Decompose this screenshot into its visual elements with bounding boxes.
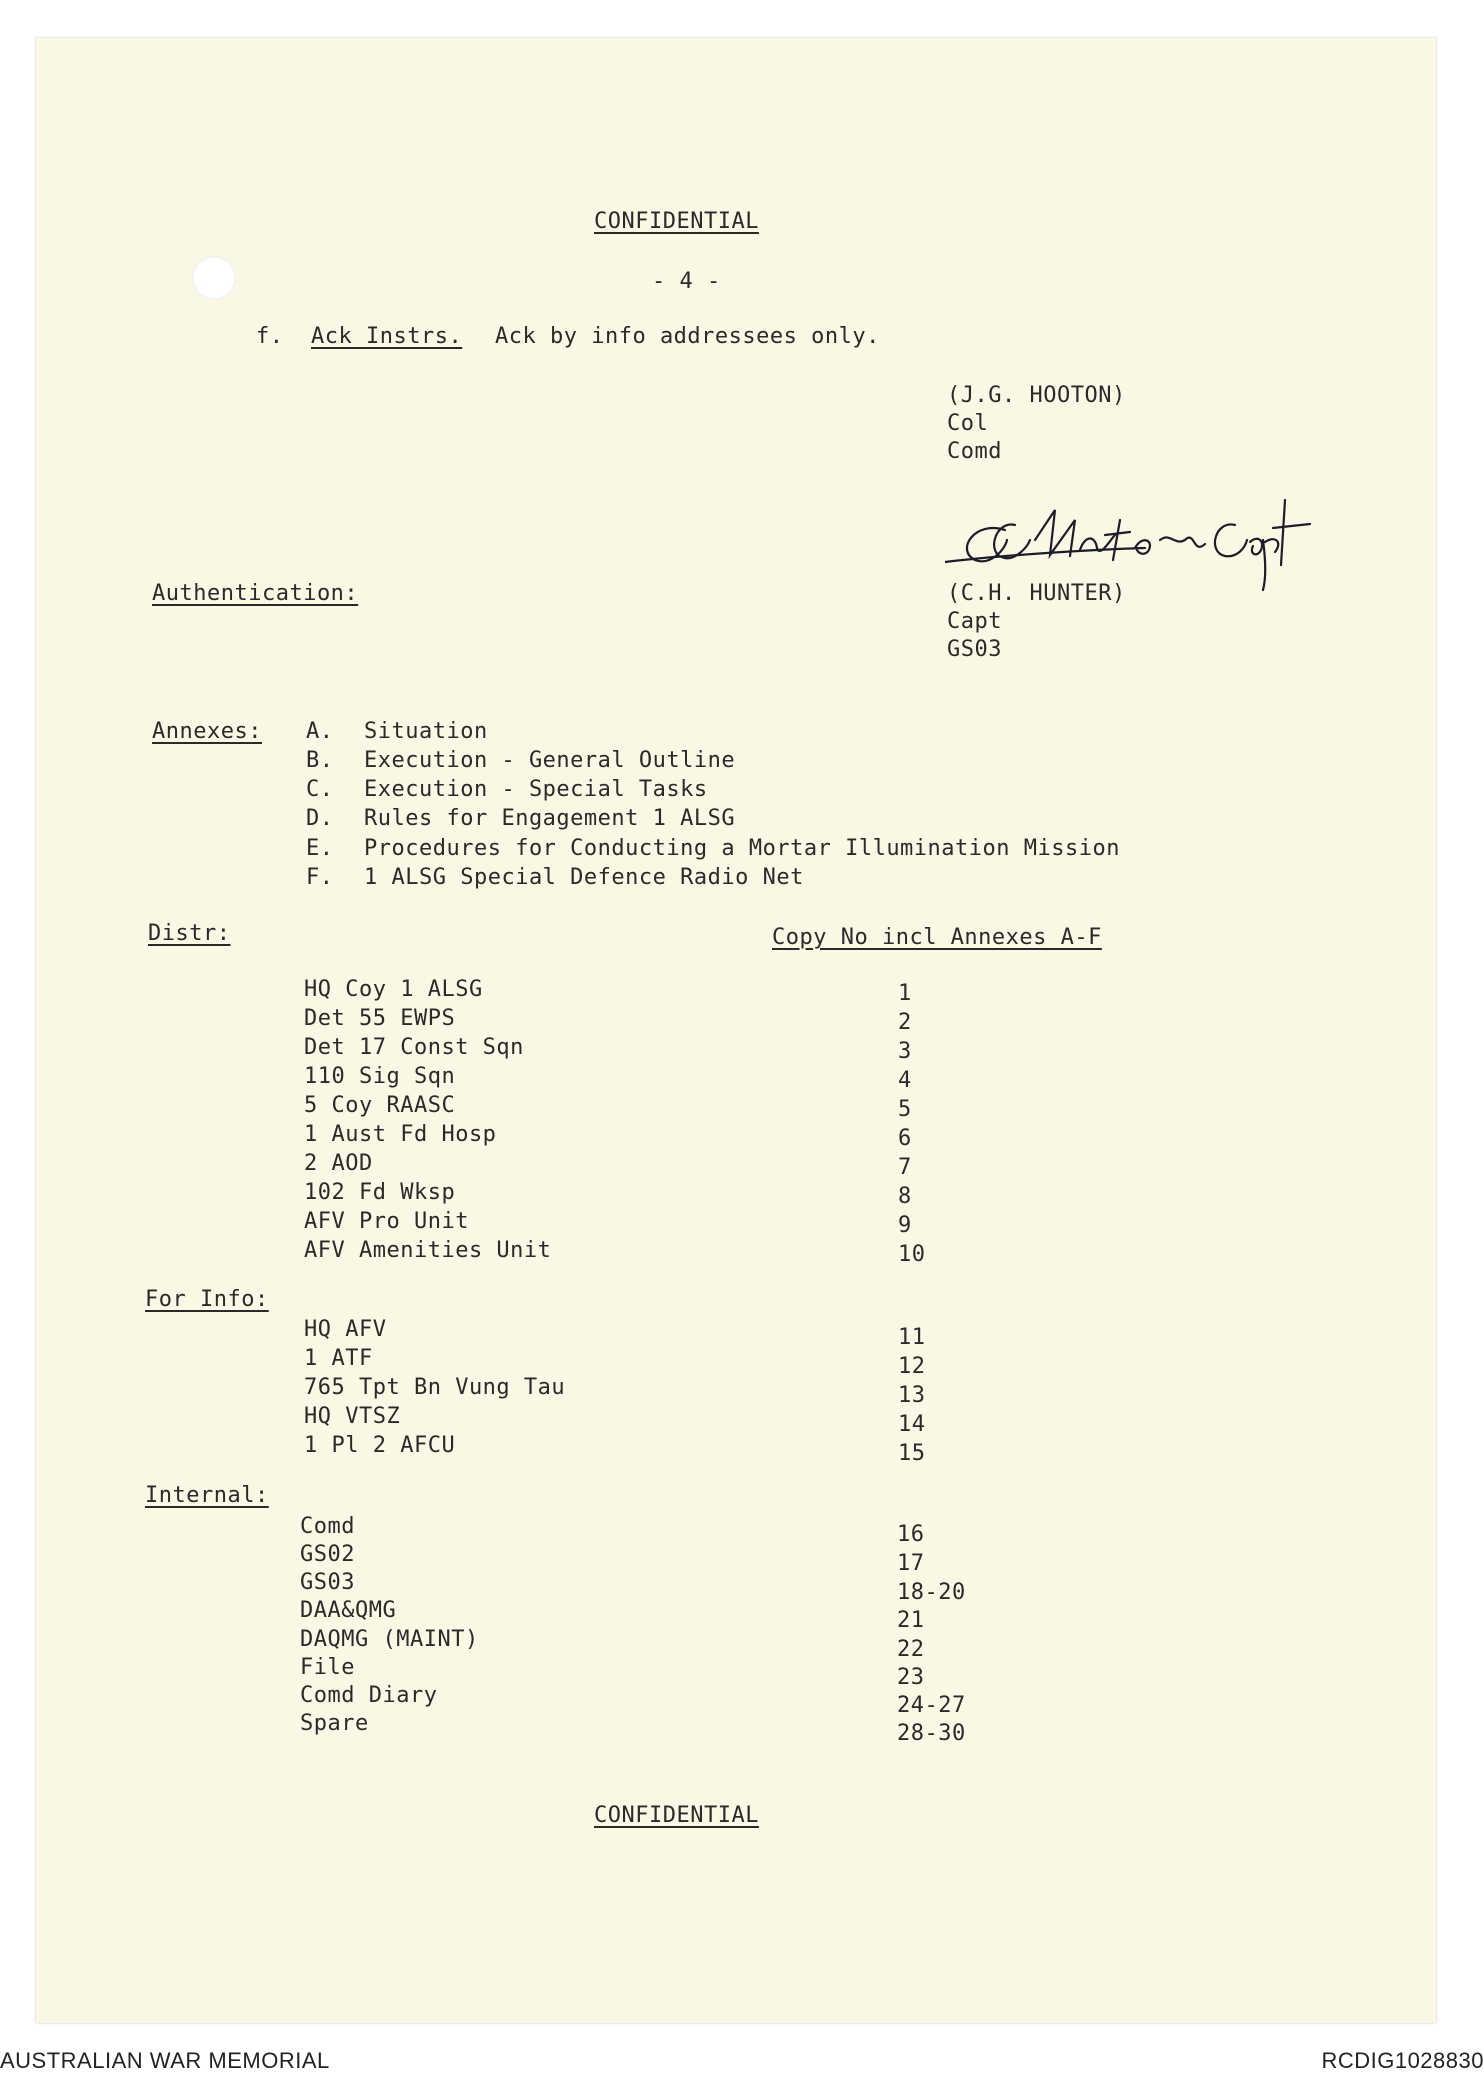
internal-copy-no: 23 <box>897 1665 925 1690</box>
archive-institution: AUSTRALIAN WAR MEMORIAL <box>0 2048 330 2073</box>
signatory-rank: Col <box>947 411 989 436</box>
ack-text: Ack by info addressees only. <box>495 324 880 349</box>
authentication-rank: Capt <box>947 609 1002 634</box>
archive-record-id: RCDIG1028830 <box>1321 2048 1484 2073</box>
internal-copy-no: 18-20 <box>897 1580 966 1605</box>
distr-addressee: AFV Amenities Unit <box>304 1238 552 1263</box>
annex-title: Rules for Engagement 1 ALSG <box>364 806 736 831</box>
internal-addressee: Spare <box>300 1711 369 1736</box>
info-addressee: 1 ATF <box>304 1346 373 1371</box>
internal-addressee: DAQMG (MAINT) <box>300 1627 479 1652</box>
internal-addressee: Comd <box>300 1514 355 1539</box>
punch-hole <box>192 256 236 300</box>
distr-copy-no: 5 <box>898 1097 912 1122</box>
internal-copy-no: 24-27 <box>897 1693 966 1718</box>
info-addressee: HQ VTSZ <box>304 1404 401 1429</box>
signatory-appointment: Comd <box>947 439 1002 464</box>
distr-copy-no: 10 <box>898 1242 926 1267</box>
authentication-name: (C.H. HUNTER) <box>947 581 1126 606</box>
info-copy-no: 14 <box>898 1412 926 1437</box>
annex-letter: F. <box>306 865 334 890</box>
annex-letter: E. <box>306 836 334 861</box>
distr-copy-no: 9 <box>898 1213 912 1238</box>
annex-letter: C. <box>306 777 334 802</box>
distr-addressee: Det 55 EWPS <box>304 1006 456 1031</box>
distr-addressee: 102 Fd Wksp <box>304 1180 456 1205</box>
info-addressee: HQ AFV <box>304 1317 387 1342</box>
distr-copy-no: 8 <box>898 1184 912 1209</box>
info-copy-no: 12 <box>898 1354 926 1379</box>
internal-copy-no: 22 <box>897 1637 925 1662</box>
ack-title: Ack Instrs. <box>311 324 463 349</box>
distr-addressee: 5 Coy RAASC <box>304 1093 456 1118</box>
for-info-label: For Info: <box>145 1287 269 1312</box>
classification-footer: CONFIDENTIAL <box>594 1803 759 1828</box>
ack-label: f. <box>256 324 284 349</box>
distr-copy-no: 6 <box>898 1126 912 1151</box>
info-copy-no: 15 <box>898 1441 926 1466</box>
internal-addressee: Comd Diary <box>300 1683 438 1708</box>
internal-addressee: File <box>300 1655 355 1680</box>
internal-addressee: DAA&QMG <box>300 1598 397 1623</box>
info-copy-no: 11 <box>898 1325 926 1350</box>
annex-title: Procedures for Conducting a Mortar Illumination Mission <box>364 836 1120 861</box>
internal-addressee: GS03 <box>300 1570 355 1595</box>
authentication-appointment: GS03 <box>947 637 1002 662</box>
internal-copy-no: 17 <box>897 1551 925 1576</box>
authentication-label: Authentication: <box>152 581 359 606</box>
distr-addressee: 2 AOD <box>304 1151 373 1176</box>
info-copy-no: 13 <box>898 1383 926 1408</box>
annexes-label: Annexes: <box>152 719 262 744</box>
annex-title: 1 ALSG Special Defence Radio Net <box>364 865 804 890</box>
annex-title: Execution - General Outline <box>364 748 736 773</box>
distr-addressee: HQ Coy 1 ALSG <box>304 977 483 1002</box>
annex-letter: A. <box>306 719 334 744</box>
annex-title: Execution - Special Tasks <box>364 777 708 802</box>
internal-copy-no: 16 <box>897 1522 925 1547</box>
distr-addressee: AFV Pro Unit <box>304 1209 469 1234</box>
distr-addressee: 1 Aust Fd Hosp <box>304 1122 497 1147</box>
internal-label: Internal: <box>145 1483 269 1508</box>
distr-label: Distr: <box>148 921 231 946</box>
distr-copy-no: 4 <box>898 1068 912 1093</box>
info-addressee: 765 Tpt Bn Vung Tau <box>304 1375 566 1400</box>
annex-letter: D. <box>306 806 334 831</box>
copy-column-header: Copy No incl Annexes A-F <box>772 925 1102 950</box>
signatory-name: (J.G. HOOTON) <box>947 383 1126 408</box>
internal-addressee: GS02 <box>300 1542 355 1567</box>
distr-copy-no: 3 <box>898 1039 912 1064</box>
distr-copy-no: 2 <box>898 1010 912 1035</box>
classification-header: CONFIDENTIAL <box>594 209 759 234</box>
distr-copy-no: 1 <box>898 981 912 1006</box>
annex-title: Situation <box>364 719 488 744</box>
distr-addressee: Det 17 Const Sqn <box>304 1035 524 1060</box>
distr-copy-no: 7 <box>898 1155 912 1180</box>
distr-addressee: 110 Sig Sqn <box>304 1064 456 1089</box>
internal-copy-no: 28-30 <box>897 1721 966 1746</box>
internal-copy-no: 21 <box>897 1608 925 1633</box>
annex-letter: B. <box>306 748 334 773</box>
page-number: - 4 - <box>652 269 721 294</box>
info-addressee: 1 Pl 2 AFCU <box>304 1433 456 1458</box>
